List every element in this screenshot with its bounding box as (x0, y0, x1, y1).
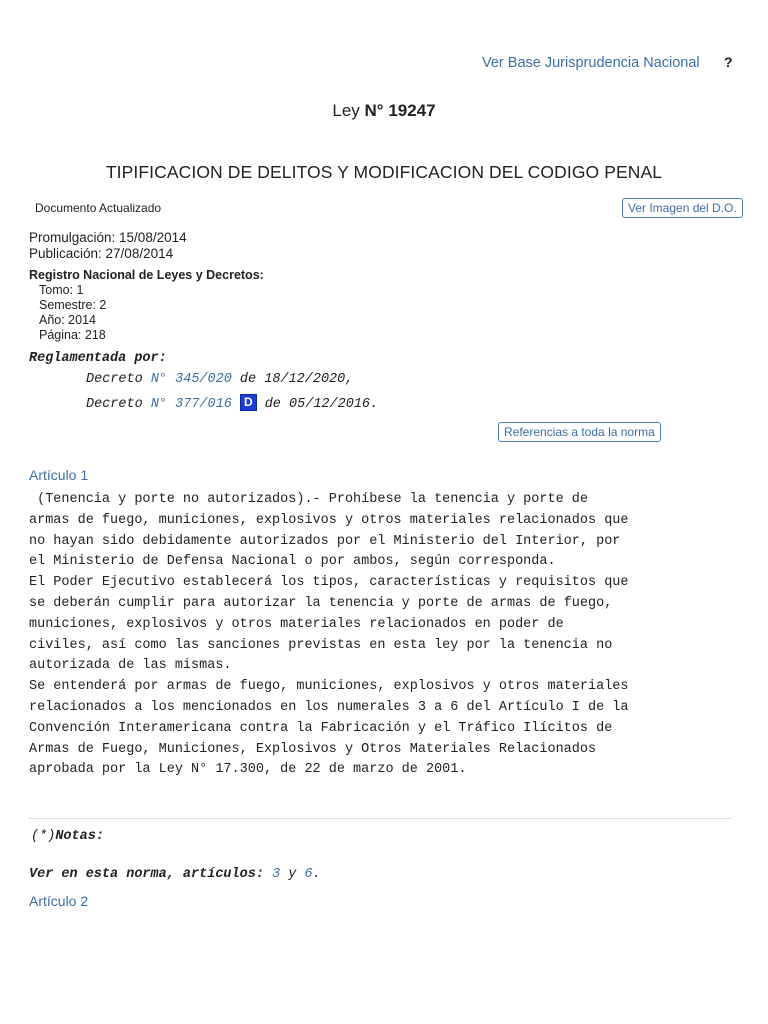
decreto-377-016-link[interactable]: N° 377/016 (150, 397, 232, 412)
articulo-2-link[interactable]: Artículo 2 (29, 893, 89, 909)
document-status: Documento Actualizado (35, 201, 162, 215)
ver-imagen-button[interactable]: Ver Imagen del D.O. (622, 198, 743, 218)
dates-block (29, 230, 187, 261)
help-icon[interactable]: ? (724, 54, 733, 70)
page-title (0, 101, 768, 121)
articulo-6-link[interactable]: 6 (304, 867, 313, 882)
notas-title (31, 829, 104, 844)
articulo-3-link[interactable]: 3 (272, 867, 281, 882)
registro-title: Registro Nacional de Leyes y Decretos: (29, 268, 264, 282)
law-number: N° 19247 (364, 101, 436, 120)
decreto-suffix: de 18/12/2020, (231, 372, 354, 387)
end-period: . (312, 867, 321, 882)
referencias-norma-button[interactable]: Referencias a toda la norma (498, 422, 661, 442)
law-prefix: Ley (332, 101, 360, 120)
ver-articulos-text: Ver en esta norma, artículos: (29, 867, 264, 882)
promulgacion-date: Promulgación: 15/08/2014 (29, 230, 187, 245)
connector-text: y (288, 867, 297, 882)
publicacion-date: Publicación: 27/08/2014 (29, 245, 174, 261)
registro-tomo: Tomo: 1 (39, 283, 84, 297)
ver-articulos-line (29, 867, 321, 882)
articulo-1-link[interactable]: Artículo 1 (29, 467, 89, 483)
derogado-badge-icon[interactable]: D (240, 394, 257, 411)
decreto-345-020-link[interactable]: N° 345/020 (150, 372, 232, 387)
ver-base-jurisprudencia-link[interactable]: Ver Base Jurisprudencia Nacional (482, 55, 700, 71)
notas-label: Notas: (55, 829, 104, 844)
registro-pagina: Página: 218 (39, 328, 106, 342)
decreto-prefix: Decreto (86, 397, 151, 412)
decreto-line-2 (86, 394, 378, 412)
reglamentada-title: Reglamentada por: (29, 351, 167, 366)
notas-star: (*) (31, 829, 56, 844)
registro-semestre: Semestre: 2 (39, 298, 107, 312)
decreto-line-1 (86, 372, 353, 387)
registro-block (39, 283, 106, 343)
registro-anio: Año: 2014 (39, 313, 96, 327)
decreto-prefix: Decreto (86, 372, 151, 387)
articulo-1-body: (Tenencia y porte no autorizados).- Prohíbese la tenencia y porte de armas de fuego, municiones, explosivos y otros materiales relacionados que no hayan sido debidamente autorizados por el Ministerio del Interior, por el Ministerio de Defensa Nacional o por ambos, según corresponda. El Poder Ejecutivo establecerá los tipos, características y requisitos que se deberán cumplir para autorizar la tenencia y porte de armas de fuego, municiones, explosivos y otros materiales relacionados en poder de civiles, así como las sanciones previstas en esta ley por la tenencia no autorizada de las mismas. Se entenderá por armas de fuego, municiones, explosivos y otros materiales relacionados a los mencionados en los numerales 3 a 6 del Artículo I de la Convención Interamericana contra la Fabricación y el Tráfico Ilícitos de Armas de Fuego, Municiones, Explosivos y Otros Materiales Relacionados aprobada por la Ley N° 17.300, de 22 de marzo de 2001. (29, 492, 629, 778)
divider (29, 818, 731, 819)
decreto-suffix: de 05/12/2016. (256, 397, 379, 412)
law-subtitle: TIPIFICACION DE DELITOS Y MODIFICACION DEL CODIGO PENAL (105, 162, 663, 182)
